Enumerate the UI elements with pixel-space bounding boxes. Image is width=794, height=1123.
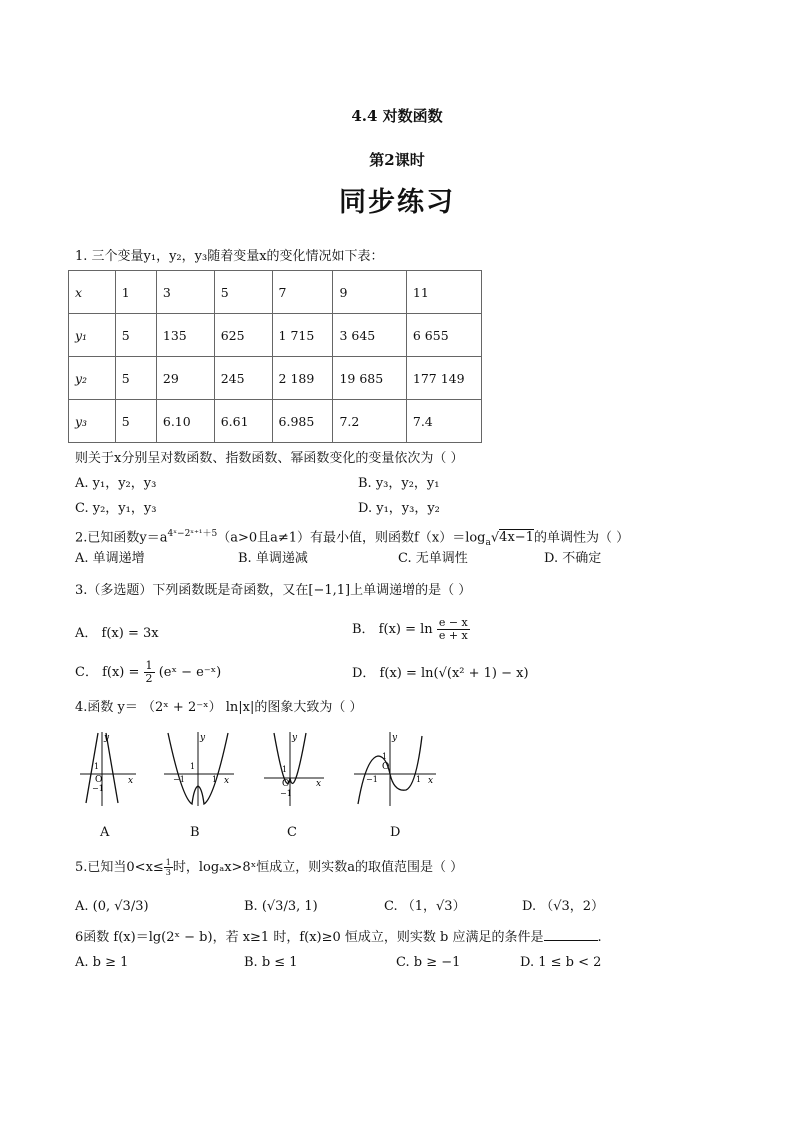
q4-label-d[interactable]: D — [390, 825, 401, 840]
table-cell: 2 189 — [272, 357, 333, 400]
tick-neg-one: −1 — [366, 775, 378, 784]
q2-suffix: 的单调性为（ ） — [533, 530, 630, 546]
q3-option-c-prefix: C． f(x) = — [75, 665, 140, 680]
table-cell: 625 — [214, 314, 272, 357]
x-label: x — [128, 776, 134, 786]
q4-graph-c[interactable] — [262, 728, 328, 808]
q3-stem: 3.（多选题）下列函数既是奇函数，又在[−1,1]上单调递增的是（ ） — [75, 583, 472, 598]
table-cell: 5 — [115, 400, 156, 443]
origin-label: O — [382, 762, 390, 772]
table-cell: 1 — [115, 271, 156, 314]
q5-option-c[interactable]: C. （1，√3） — [384, 899, 466, 914]
q4-label-c[interactable]: C — [287, 825, 297, 840]
q6-option-b[interactable]: B. b ≤ 1 — [244, 955, 298, 970]
page-title: 同步练习 — [339, 187, 455, 218]
table-row — [69, 400, 482, 443]
q4-graph-a[interactable] — [78, 728, 140, 808]
table-cell: y₂ — [69, 357, 116, 400]
table-cell: 1 715 — [272, 314, 333, 357]
q2-log-base: a — [485, 537, 491, 548]
q4-graph-b[interactable] — [162, 728, 238, 808]
tick-neg-one: −1 — [173, 775, 185, 784]
q3-option-b-prefix: B． f(x) = ln — [352, 622, 433, 637]
q5-frac-num: 1 — [165, 858, 171, 867]
table-row — [69, 314, 482, 357]
q5-stem-post: 时，logₐx>8ˣ恒成立，则实数a的取值范围是（ ） — [172, 860, 464, 875]
q3-option-b-denominator: e + x — [438, 629, 468, 642]
q4-stem: 4.函数 y＝ （2ˣ + 2⁻ˣ） ln|x|的图象大致为（ ） — [75, 700, 363, 715]
y-label: y — [104, 733, 110, 743]
q6-option-d[interactable]: D. 1 ≤ b < 2 — [520, 955, 602, 970]
q3-option-b-numerator: e − x — [438, 616, 468, 629]
q6-option-c[interactable]: C. b ≥ −1 — [396, 955, 461, 970]
x-label: x — [316, 779, 322, 789]
q4-label-a[interactable]: A — [100, 825, 110, 840]
q2-option-c[interactable]: C. 无单调性 — [398, 551, 468, 566]
q1-option-a[interactable]: A. y₁，y₂，y₃ — [75, 476, 157, 491]
q2-radicand: 4x−1 — [499, 530, 534, 546]
q3-option-c-post: (eˣ − e⁻ˣ) — [158, 665, 222, 680]
origin-label: O — [282, 779, 290, 789]
table-cell: 3 645 — [333, 314, 406, 357]
q3-option-c-numerator: 1 — [145, 659, 153, 672]
q1-option-c[interactable]: C. y₂，y₁，y₃ — [75, 501, 157, 516]
table-cell: 6 655 — [406, 314, 481, 357]
tick-neg-one: −1 — [92, 784, 104, 793]
q6-answer-blank[interactable] — [544, 940, 598, 941]
q1-stem: 1. 三个变量y₁，y₂，y₃随着变量x的变化情况如下表： — [75, 249, 384, 264]
q5-stem — [75, 858, 463, 877]
q2-stem — [75, 526, 629, 551]
q1-option-d[interactable]: D. y₁，y₃，y₂ — [358, 501, 440, 516]
table-cell: 6.61 — [214, 400, 272, 443]
q1-table — [68, 270, 482, 443]
table-cell: y₁ — [69, 314, 116, 357]
q3-option-a[interactable]: A． f(x) = 3x — [75, 626, 159, 641]
table-cell: 19 685 — [333, 357, 406, 400]
table-cell: 5 — [115, 314, 156, 357]
sqrt-icon: √ — [490, 530, 500, 546]
q2-prefix: 2.已知函数y＝a — [75, 530, 168, 546]
q4-graph-d[interactable] — [352, 728, 440, 808]
table-cell: 6.10 — [156, 400, 214, 443]
table-cell: 3 — [156, 271, 214, 314]
q2-middle: （a>0且a≠1）有最小值，则函数f（x）＝log — [217, 530, 486, 546]
section-heading: 4.4 对数函数 — [351, 107, 443, 125]
table-cell: 5 — [214, 271, 272, 314]
q3-option-d[interactable]: D． f(x) = ln(√(x² + 1) − x) — [352, 666, 529, 681]
table-cell: 7 — [272, 271, 333, 314]
table-row — [69, 357, 482, 400]
q6-stem-text: 6函数 f(x)＝lg(2ˣ − b)，若 x≥1 时，f(x)≥0 恒成立，则实数 b 应满足的条件是 — [75, 930, 544, 945]
x-label: x — [224, 776, 230, 786]
origin-label: O — [95, 775, 103, 785]
q3-option-b-fraction — [437, 617, 470, 642]
table-cell: 177 149 — [406, 357, 481, 400]
table-cell: 7.2 — [333, 400, 406, 443]
table-cell: y₃ — [69, 400, 116, 443]
table-cell: 29 — [156, 357, 214, 400]
table-cell: 135 — [156, 314, 214, 357]
q5-fraction — [164, 858, 173, 877]
q2-option-d[interactable]: D. 不确定 — [544, 551, 602, 566]
q2-exponent: 4ˣ−2ˣ⁺¹＋5 — [167, 529, 218, 539]
q1-option-b[interactable]: B. y₃，y₂，y₁ — [358, 476, 440, 491]
table-cell: 5 — [115, 357, 156, 400]
q3-option-b[interactable] — [352, 617, 470, 642]
tick-one-x: 1 — [212, 775, 218, 784]
q3-option-c-fraction — [144, 660, 155, 685]
tick-one: 1 — [94, 762, 100, 771]
y-label: y — [392, 733, 398, 743]
tick-one: 1 — [190, 762, 196, 771]
table-cell: 11 — [406, 271, 481, 314]
q6-option-a[interactable]: A. b ≥ 1 — [75, 955, 129, 970]
q5-option-d[interactable]: D. （√3，2） — [522, 899, 605, 914]
q5-frac-den: 3 — [165, 868, 171, 877]
tick-one: 1 — [382, 752, 388, 761]
x-label: x — [428, 776, 434, 786]
q2-option-b[interactable]: B. 单调递减 — [238, 551, 308, 566]
table-cell: 6.985 — [272, 400, 333, 443]
table-cell: 9 — [333, 271, 406, 314]
tick-one-x: 1 — [416, 775, 422, 784]
q5-option-a[interactable]: A. (0, √3/3) — [75, 899, 149, 914]
q4-label-b[interactable]: B — [190, 825, 200, 840]
q3-option-c-denominator: 2 — [145, 672, 153, 685]
q1-follow: 则关于x分别呈对数函数、指数函数、幂函数变化的变量依次为（ ） — [75, 451, 464, 466]
curve-right — [106, 733, 118, 803]
q3-option-c[interactable] — [75, 660, 221, 685]
y-label: y — [292, 733, 298, 743]
table-cell: x — [69, 271, 116, 314]
curve-right — [198, 733, 228, 804]
table-cell: 7.4 — [406, 400, 481, 443]
y-label: y — [200, 733, 206, 743]
lesson-heading: 第2课时 — [369, 151, 425, 169]
tick-neg-one: −1 — [280, 789, 292, 798]
q6-stem-end: . — [597, 930, 602, 945]
q5-option-b[interactable]: B. (√3/3, 1) — [244, 899, 318, 914]
q5-stem-pre: 5.已知当0<x≤ — [75, 860, 164, 875]
tick-one: 1 — [282, 765, 288, 774]
q2-option-a[interactable]: A. 单调递增 — [75, 551, 145, 566]
q6-stem — [75, 930, 602, 946]
table-row — [69, 271, 482, 314]
table-cell: 245 — [214, 357, 272, 400]
